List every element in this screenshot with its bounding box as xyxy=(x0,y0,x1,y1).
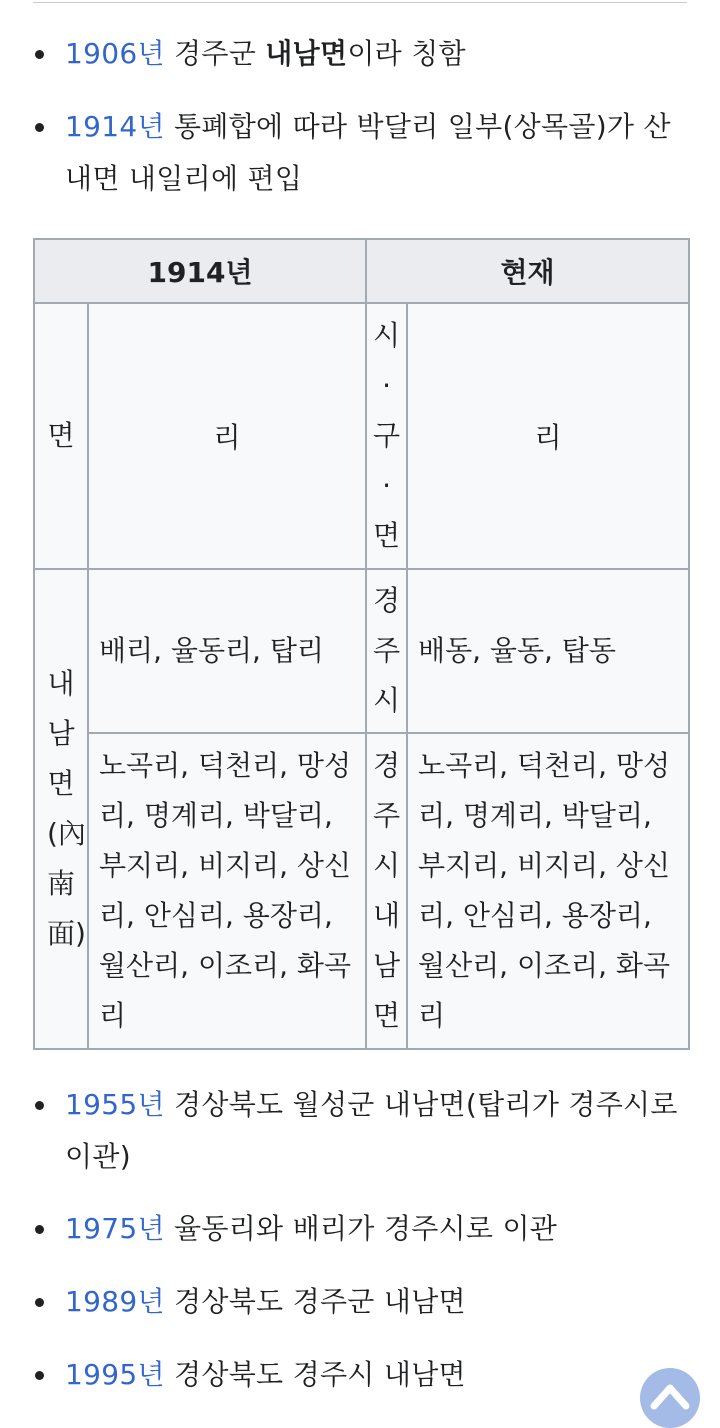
subheader-myeon: 면 xyxy=(34,303,88,569)
unit-cell: 경주시 xyxy=(366,569,407,733)
myeon-cell: 내남면(內南面) xyxy=(34,569,88,1049)
history-item xyxy=(65,1203,685,1255)
history-text: 경상북도 경주군 내남면 xyxy=(164,1285,466,1318)
history-text: 이라 칭함 xyxy=(347,37,466,70)
history-item xyxy=(65,1349,685,1401)
history-item xyxy=(65,28,685,80)
year-link[interactable]: 1995년 xyxy=(65,1358,165,1391)
ri-list-1914: 배리, 율동리, 탑리 xyxy=(88,569,366,733)
year-link[interactable]: 1955년 xyxy=(65,1088,165,1121)
year-link[interactable]: 1989년 xyxy=(65,1285,165,1318)
subheader-ri-current: 리 xyxy=(407,303,689,569)
subheader-ri-1914: 리 xyxy=(88,303,366,569)
year-link[interactable]: 1914년 xyxy=(65,110,165,143)
history-item xyxy=(65,101,685,205)
divider xyxy=(33,2,687,3)
history-item xyxy=(65,1079,685,1183)
scroll-to-top-button[interactable] xyxy=(640,1368,700,1428)
history-item xyxy=(65,1276,685,1328)
header-current: 현재 xyxy=(366,239,689,303)
myeon-name-bold: 내남면 xyxy=(265,37,348,70)
admin-change-table xyxy=(33,238,690,1050)
history-text: 통폐합에 따라 박달리 일부(상목골)가 산내면 내일리에 편입 xyxy=(65,110,671,195)
subheader-si-gu-myeon: 시·구·면 xyxy=(366,303,407,569)
history-text: 경상북도 경주시 내남면 xyxy=(164,1358,466,1391)
unit-cell: 경주시 내남면 xyxy=(366,733,407,1049)
header-1914: 1914년 xyxy=(34,239,366,303)
history-text: 경주군 xyxy=(164,37,266,70)
ri-list-1914: 노곡리, 덕천리, 망성리, 명계리, 박달리, 부지리, 비지리, 상신리, 안심리, 용장리, 월산리, 이조리, 화곡리 xyxy=(88,733,366,1049)
ri-list-current: 노곡리, 덕천리, 망성리, 명계리, 박달리, 부지리, 비지리, 상신리, 안심리, 용장리, 월산리, 이조리, 화곡리 xyxy=(407,733,689,1049)
year-link[interactable]: 1975년 xyxy=(65,1212,165,1245)
chevron-up-icon xyxy=(640,1368,700,1415)
ri-list-current: 배동, 율동, 탑동 xyxy=(407,569,689,733)
year-link[interactable]: 1906년 xyxy=(65,37,165,70)
history-text: 경상북도 월성군 내남면(탑리가 경주시로 이관) xyxy=(65,1088,678,1173)
history-text: 율동리와 배리가 경주시로 이관 xyxy=(164,1212,558,1245)
